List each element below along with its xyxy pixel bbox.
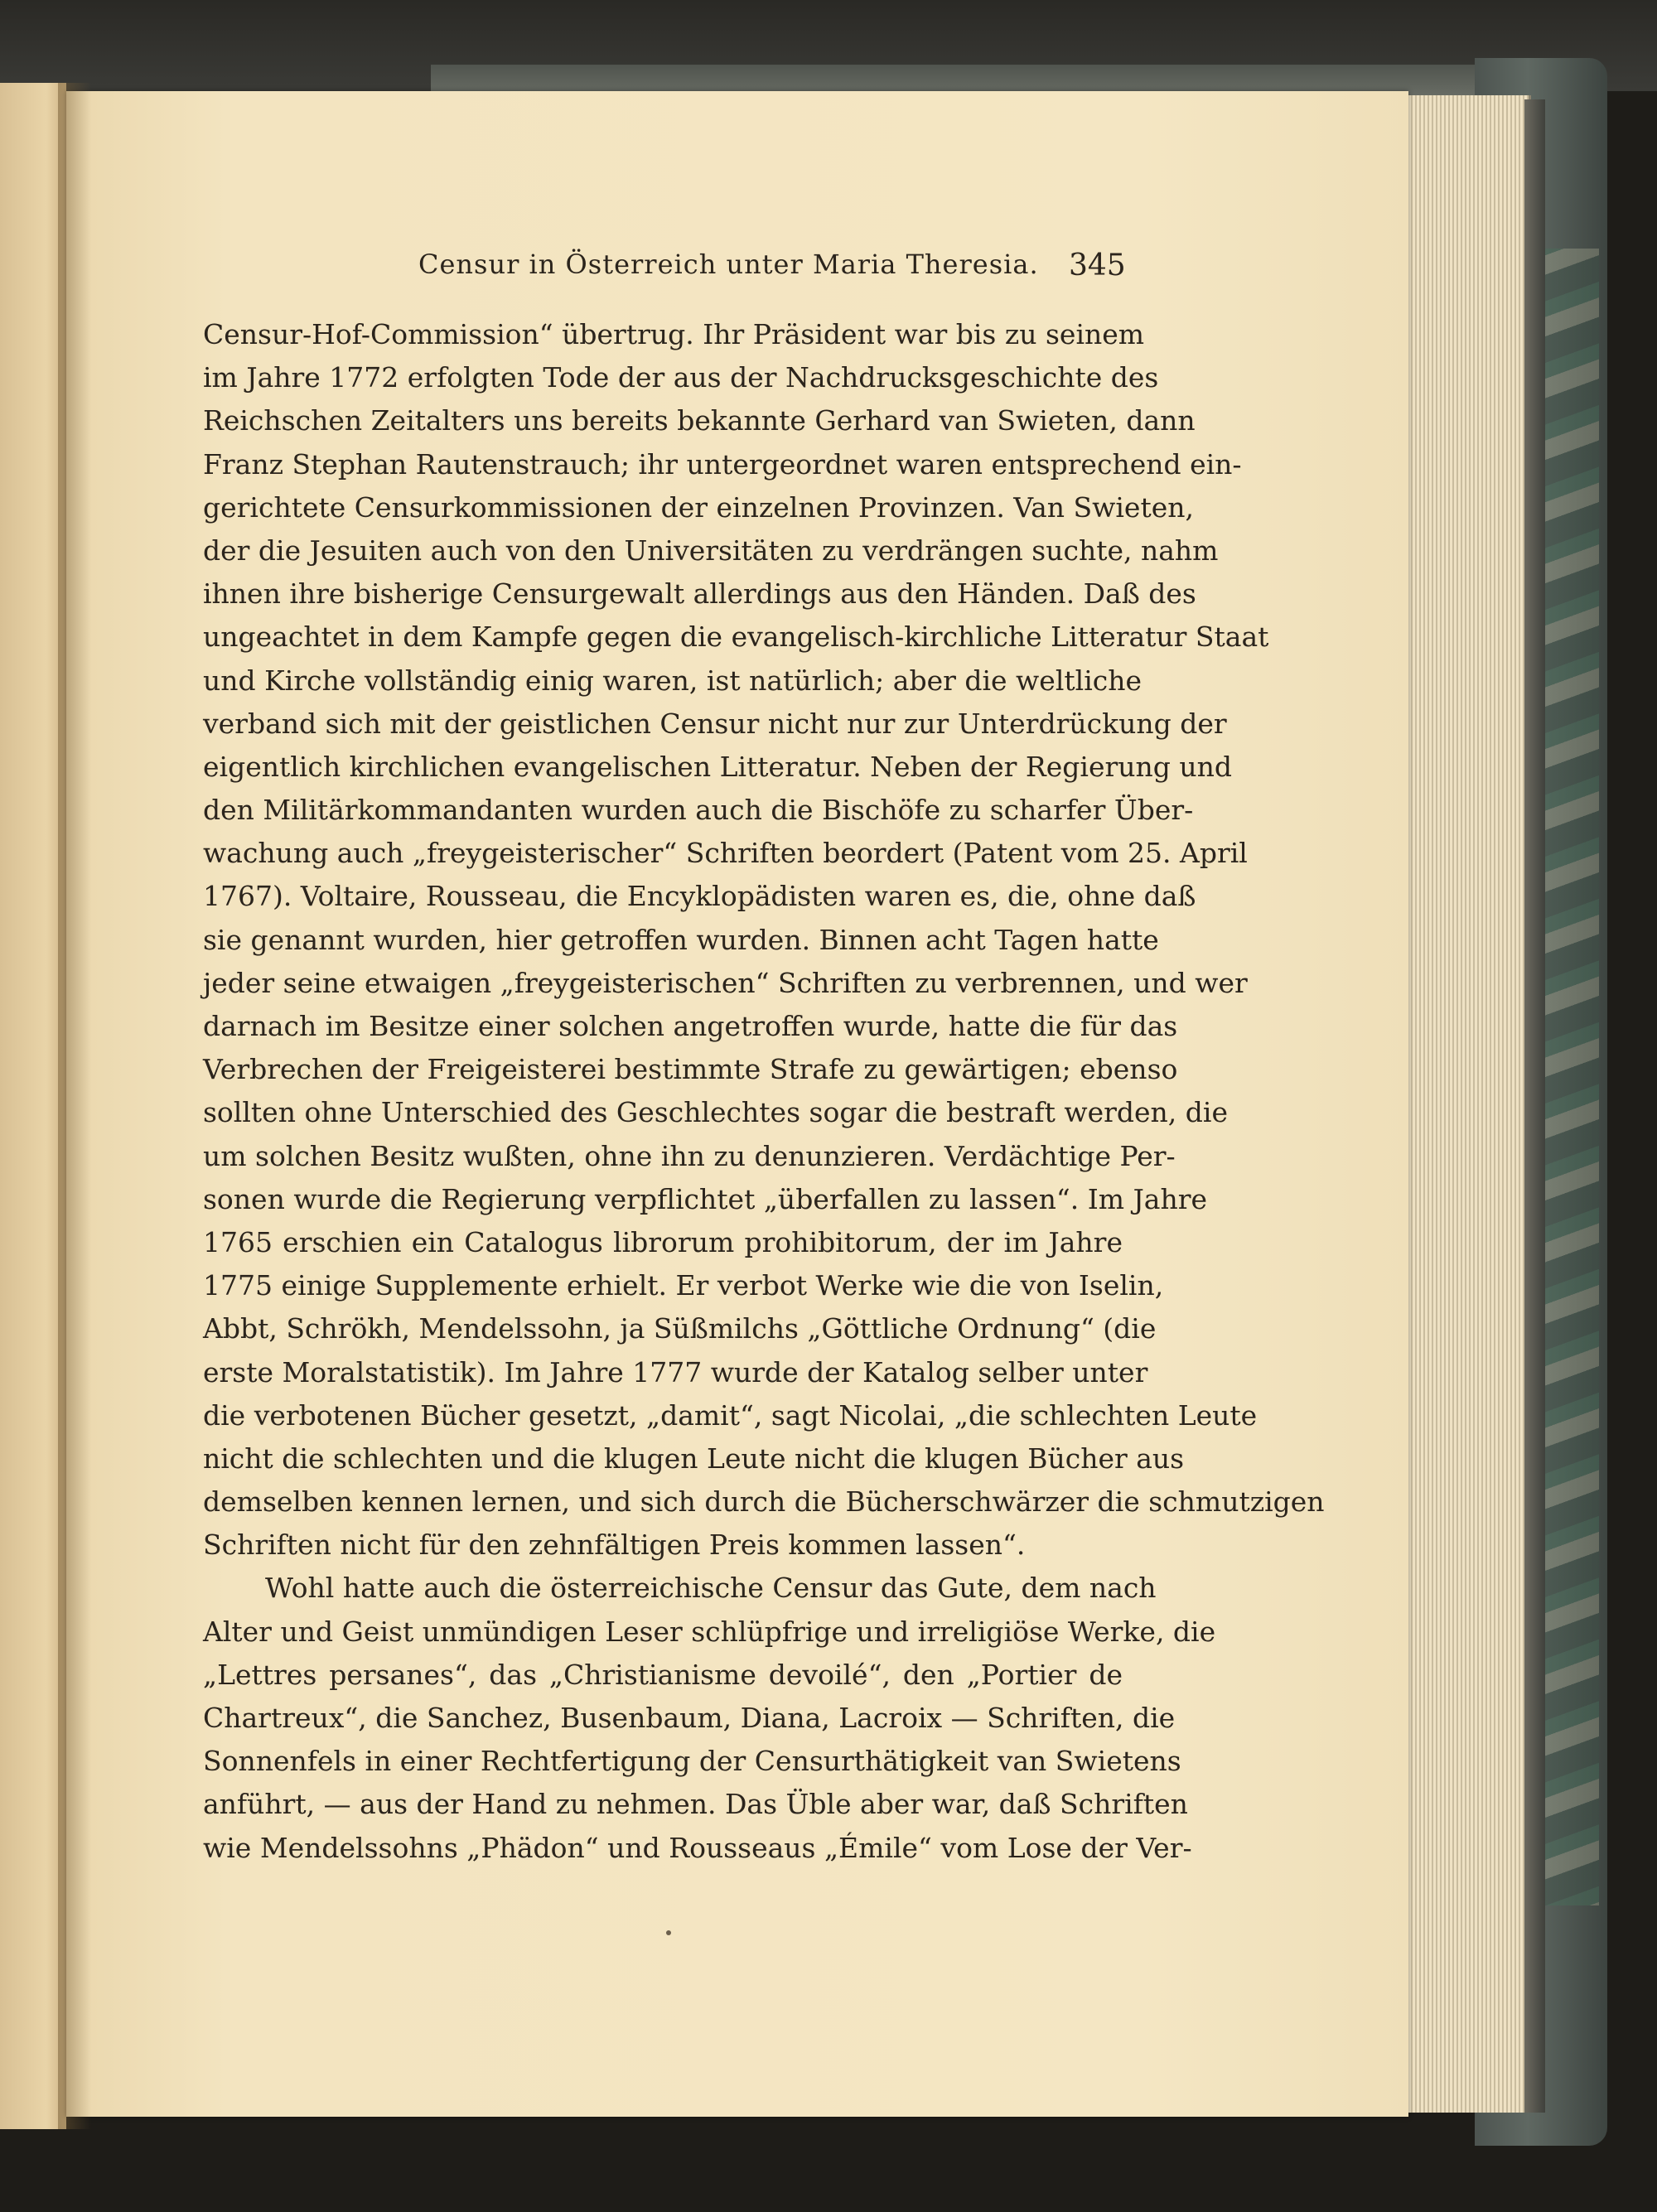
text-line: wie Mendelssohns „Phädon“ und Rousseaus „Émile“ vom Lose der Ver- (203, 1831, 1192, 1864)
page-block-edges (1404, 95, 1531, 2113)
previous-page-edge (0, 83, 66, 2129)
text-line: erste Moralstatistik). Im Jahre 1777 wurde der Katalog selber unter (203, 1355, 1148, 1389)
text-line: verband sich mit der geistlichen Censur nicht nur zur Unterdrückung der (203, 707, 1227, 740)
running-head: Censur in Österreich unter Maria Theresia. (418, 249, 1039, 280)
text-line: den Militärkommandanten wurden auch die Bischöfe zu scharfer Über- (203, 794, 1194, 827)
text-line: jeder seine etwaigen „freygeisterischen“ Schriften zu verbrennen, und wer (203, 966, 1248, 999)
text-line: 1765 erschien ein Catalogus librorum prohibitorum, der im Jahre (203, 1225, 1123, 1258)
text-line: darnach im Besitze einer solchen angetroffen wurde, hatte die für das (203, 1010, 1178, 1042)
text-line: 1767). Voltaire, Rousseau, die Encyklopädisten waren es, die, ohne daß (203, 880, 1196, 913)
page-number: 345 (1069, 249, 1126, 283)
text-line: Censur-Hof-Commission“ übertrug. Ihr Präsident war bis zu seinem (203, 318, 1145, 350)
text-line: und Kirche vollständig einig waren, ist natürlich; aber die weltliche (203, 664, 1143, 697)
text-line: Franz Stephan Rautenstrauch; ihr untergeordnet waren entsprechend ein- (203, 447, 1242, 481)
page-header (0, 249, 1657, 298)
text-line: sie genannt wurden, hier getroffen wurden. Binnen acht Tagen hatte (203, 923, 1159, 956)
page-speck (666, 1930, 671, 1935)
text-line: sollten ohne Unterschied des Geschlechtes sogar die bestraft werden, die (203, 1096, 1228, 1129)
text-line: ungeachtet in dem Kampfe gegen die evangelisch-kirchliche Litteratur Staat (203, 621, 1269, 654)
text-line: sonen wurde die Regierung verpflichtet „überfallen zu lassen“. Im Jahre (203, 1182, 1208, 1215)
text-line: Schriften nicht für den zehnfältigen Preis kommen lassen“. (203, 1529, 1026, 1562)
text-line: demselben kennen lernen, und sich durch die Bücherschwärzer die schmutzigen (203, 1485, 1325, 1519)
text-line: im Jahre 1772 erfolgten Tode der aus der Nachdrucksgeschichte des (203, 361, 1159, 394)
text-line: eigentlich kirchlichen evangelischen Litteratur. Neben der Regierung und (203, 750, 1233, 783)
text-line: Abbt, Schrökh, Mendelssohn, ja Süßmilchs „Göttliche Ordnung“ (die (203, 1312, 1157, 1345)
text-line: Alter und Geist unmündigen Leser schlüpfrige und irreligiöse Werke, die (203, 1615, 1216, 1648)
text-line: wachung auch „freygeisterischer“ Schriften beordert (Patent vom 25. April (203, 837, 1248, 870)
text-line: die verbotenen Bücher gesetzt, „damit“, sagt Nicolai, „die schlechten Leute (203, 1398, 1258, 1432)
text-line: gerichtete Censurkommissionen der einzelnen Provinzen. Van Swieten, (203, 490, 1194, 524)
text-line: anführt, — aus der Hand zu nehmen. Das Üble aber war, daß Schriften (203, 1788, 1188, 1821)
text-line: Chartreux“, die Sanchez, Busenbaum, Diana, Lacroix — Schriften, die (203, 1702, 1176, 1734)
text-line: Sonnenfels in einer Rechtfertigung der Censurthätigkeit van Swietens (203, 1745, 1181, 1778)
text-line: der die Jesuiten auch von den Universitäten zu verdrängen suchte, nahm (203, 534, 1219, 567)
text-line: nicht die schlechten und die klugen Leute nicht die klugen Bücher aus (203, 1442, 1185, 1475)
paragraph-start-line: Wohl hatte auch die österreichische Censur das Gute, dem nach (265, 1572, 1157, 1605)
text-line: 1775 einige Supplemente erhielt. Er verbot Werke wie die von Iselin, (203, 1269, 1164, 1302)
text-line: Verbrechen der Freigeisterei bestimmte Strafe zu gewärtigen; ebenso (203, 1053, 1178, 1086)
text-line: Reichschen Zeitalters uns bereits bekannte Gerhard van Swieten, dann (203, 404, 1196, 437)
text-line: ihnen ihre bisherige Censurgewalt allerdings aus den Händen. Daß des (203, 577, 1196, 611)
body-text (203, 313, 1325, 1870)
gutter-shadow (58, 83, 91, 2129)
page-block-shadow (1524, 99, 1545, 2113)
text-line: „Lettres persanes“, das „Christianisme devoilé“, den „Portier de (203, 1658, 1123, 1691)
text-line: um solchen Besitz wußten, ohne ihn zu denunzieren. Verdächtige Per- (203, 1139, 1176, 1172)
